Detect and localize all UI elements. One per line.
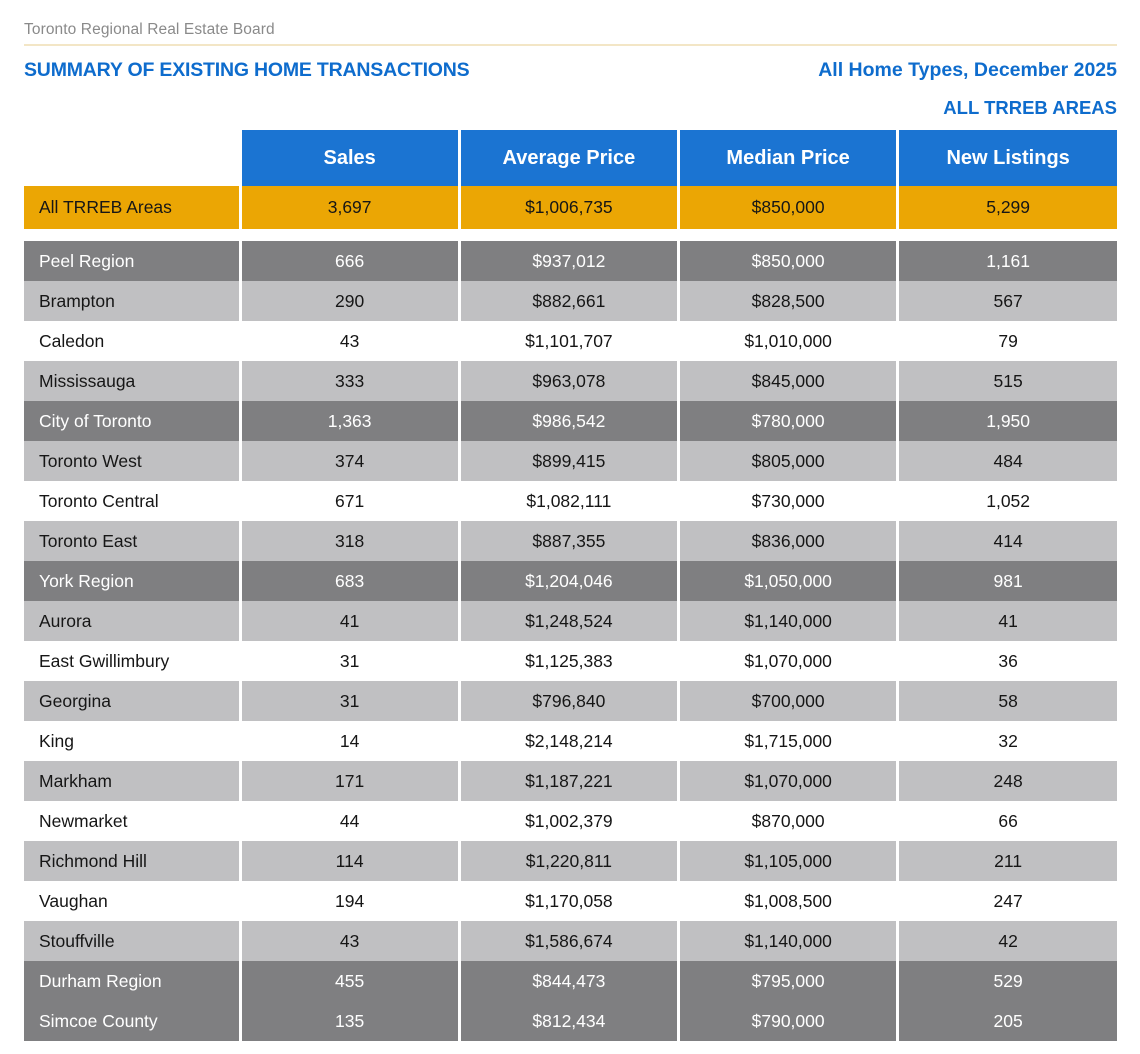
- area-label-cell: Simcoe County: [24, 1001, 240, 1041]
- value-cell: 43: [240, 921, 459, 961]
- table-row: [24, 801, 1117, 841]
- value-cell: $812,434: [459, 1001, 678, 1041]
- area-label-cell: Markham: [24, 761, 240, 801]
- value-cell: $730,000: [679, 481, 898, 521]
- value-cell: $882,661: [459, 281, 678, 321]
- value-cell: 666: [240, 241, 459, 281]
- value-cell: $1,220,811: [459, 841, 678, 881]
- value-cell: 42: [898, 921, 1117, 961]
- value-cell: $1,002,379: [459, 801, 678, 841]
- value-cell: $1,586,674: [459, 921, 678, 961]
- value-cell: 455: [240, 961, 459, 1001]
- value-cell: $828,500: [679, 281, 898, 321]
- value-cell: 114: [240, 841, 459, 881]
- value-cell: 318: [240, 521, 459, 561]
- value-cell: $1,006,735: [459, 186, 678, 229]
- value-cell: 194: [240, 881, 459, 921]
- value-cell: $1,101,707: [459, 321, 678, 361]
- value-cell: 247: [898, 881, 1117, 921]
- value-cell: 36: [898, 641, 1117, 681]
- value-cell: $1,204,046: [459, 561, 678, 601]
- table-row: [24, 761, 1117, 801]
- table-row: [24, 1001, 1117, 1041]
- value-cell: 5,299: [898, 186, 1117, 229]
- value-cell: $1,715,000: [679, 721, 898, 761]
- summary-table: [24, 130, 1117, 1041]
- value-cell: $796,840: [459, 681, 678, 721]
- table-row: [24, 186, 1117, 229]
- area-label-cell: Brampton: [24, 281, 240, 321]
- value-cell: $790,000: [679, 1001, 898, 1041]
- value-cell: 290: [240, 281, 459, 321]
- value-cell: 3,697: [240, 186, 459, 229]
- value-cell: 248: [898, 761, 1117, 801]
- table-row: [24, 401, 1117, 441]
- header-divider: [24, 44, 1117, 46]
- area-label-cell: Georgina: [24, 681, 240, 721]
- column-header: Sales: [240, 130, 459, 186]
- table-row: [24, 441, 1117, 481]
- value-cell: $780,000: [679, 401, 898, 441]
- value-cell: $850,000: [679, 241, 898, 281]
- area-label-cell: All TRREB Areas: [24, 186, 240, 229]
- value-cell: $1,125,383: [459, 641, 678, 681]
- area-label-cell: Toronto East: [24, 521, 240, 561]
- value-cell: $1,082,111: [459, 481, 678, 521]
- area-label-cell: Vaughan: [24, 881, 240, 921]
- value-cell: $899,415: [459, 441, 678, 481]
- value-cell: $845,000: [679, 361, 898, 401]
- value-cell: $700,000: [679, 681, 898, 721]
- table-row: [24, 281, 1117, 321]
- value-cell: $836,000: [679, 521, 898, 561]
- table-row: [24, 681, 1117, 721]
- area-label-cell: King: [24, 721, 240, 761]
- table-row: [24, 481, 1117, 521]
- value-cell: $795,000: [679, 961, 898, 1001]
- table-row: [24, 361, 1117, 401]
- area-label-cell: Mississauga: [24, 361, 240, 401]
- value-cell: $963,078: [459, 361, 678, 401]
- area-label-cell: Aurora: [24, 601, 240, 641]
- value-cell: 79: [898, 321, 1117, 361]
- report-period: All Home Types, December 2025: [818, 59, 1117, 81]
- value-cell: $1,010,000: [679, 321, 898, 361]
- value-cell: $1,008,500: [679, 881, 898, 921]
- value-cell: 44: [240, 801, 459, 841]
- value-cell: $1,070,000: [679, 641, 898, 681]
- table-row: [24, 321, 1117, 361]
- value-cell: 31: [240, 641, 459, 681]
- value-cell: 205: [898, 1001, 1117, 1041]
- table-row: [24, 241, 1117, 281]
- value-cell: $1,050,000: [679, 561, 898, 601]
- table-header-row: [24, 130, 1117, 186]
- title-row: [24, 59, 1117, 82]
- value-cell: $1,170,058: [459, 881, 678, 921]
- table-row: [24, 561, 1117, 601]
- value-cell: 135: [240, 1001, 459, 1041]
- value-cell: $1,187,221: [459, 761, 678, 801]
- area-label-cell: York Region: [24, 561, 240, 601]
- table-row: [24, 881, 1117, 921]
- column-header: Median Price: [679, 130, 898, 186]
- value-cell: $1,248,524: [459, 601, 678, 641]
- report-title: SUMMARY OF EXISTING HOME TRANSACTIONS: [24, 59, 470, 81]
- table-row: [24, 961, 1117, 1001]
- value-cell: 171: [240, 761, 459, 801]
- corner-cell: [24, 130, 240, 186]
- area-label-cell: Durham Region: [24, 961, 240, 1001]
- value-cell: 1,363: [240, 401, 459, 441]
- value-cell: 14: [240, 721, 459, 761]
- table-row: [24, 601, 1117, 641]
- value-cell: 32: [898, 721, 1117, 761]
- area-label-cell: Peel Region: [24, 241, 240, 281]
- area-label-cell: Toronto Central: [24, 481, 240, 521]
- value-cell: 1,052: [898, 481, 1117, 521]
- area-label-cell: City of Toronto: [24, 401, 240, 441]
- value-cell: 515: [898, 361, 1117, 401]
- table-row: [24, 721, 1117, 761]
- value-cell: 981: [898, 561, 1117, 601]
- value-cell: $1,140,000: [679, 921, 898, 961]
- value-cell: 211: [898, 841, 1117, 881]
- area-label-cell: Richmond Hill: [24, 841, 240, 881]
- value-cell: $1,105,000: [679, 841, 898, 881]
- value-cell: 58: [898, 681, 1117, 721]
- value-cell: 1,161: [898, 241, 1117, 281]
- value-cell: 484: [898, 441, 1117, 481]
- value-cell: 31: [240, 681, 459, 721]
- value-cell: 1,950: [898, 401, 1117, 441]
- value-cell: $2,148,214: [459, 721, 678, 761]
- value-cell: 671: [240, 481, 459, 521]
- table-row: [24, 641, 1117, 681]
- table-row: [24, 921, 1117, 961]
- value-cell: 529: [898, 961, 1117, 1001]
- area-scope-label: ALL TRREB AREAS: [943, 97, 1117, 118]
- value-cell: $1,070,000: [679, 761, 898, 801]
- value-cell: $937,012: [459, 241, 678, 281]
- table-row: [24, 841, 1117, 881]
- area-label-cell: East Gwillimbury: [24, 641, 240, 681]
- value-cell: $887,355: [459, 521, 678, 561]
- value-cell: $1,140,000: [679, 601, 898, 641]
- area-label-cell: Caledon: [24, 321, 240, 361]
- value-cell: $844,473: [459, 961, 678, 1001]
- value-cell: $805,000: [679, 441, 898, 481]
- row-spacer: [24, 229, 1117, 241]
- value-cell: $850,000: [679, 186, 898, 229]
- area-label-cell: Newmarket: [24, 801, 240, 841]
- area-label-cell: Toronto West: [24, 441, 240, 481]
- value-cell: 43: [240, 321, 459, 361]
- value-cell: 66: [898, 801, 1117, 841]
- value-cell: 567: [898, 281, 1117, 321]
- column-header: New Listings: [898, 130, 1117, 186]
- brand-text: Toronto Regional Real Estate Board: [24, 21, 275, 38]
- column-header: Average Price: [459, 130, 678, 186]
- value-cell: $986,542: [459, 401, 678, 441]
- value-cell: 333: [240, 361, 459, 401]
- value-cell: 41: [898, 601, 1117, 641]
- value-cell: 374: [240, 441, 459, 481]
- value-cell: 683: [240, 561, 459, 601]
- value-cell: $870,000: [679, 801, 898, 841]
- value-cell: 414: [898, 521, 1117, 561]
- value-cell: 41: [240, 601, 459, 641]
- table-row: [24, 521, 1117, 561]
- area-label-cell: Stouffville: [24, 921, 240, 961]
